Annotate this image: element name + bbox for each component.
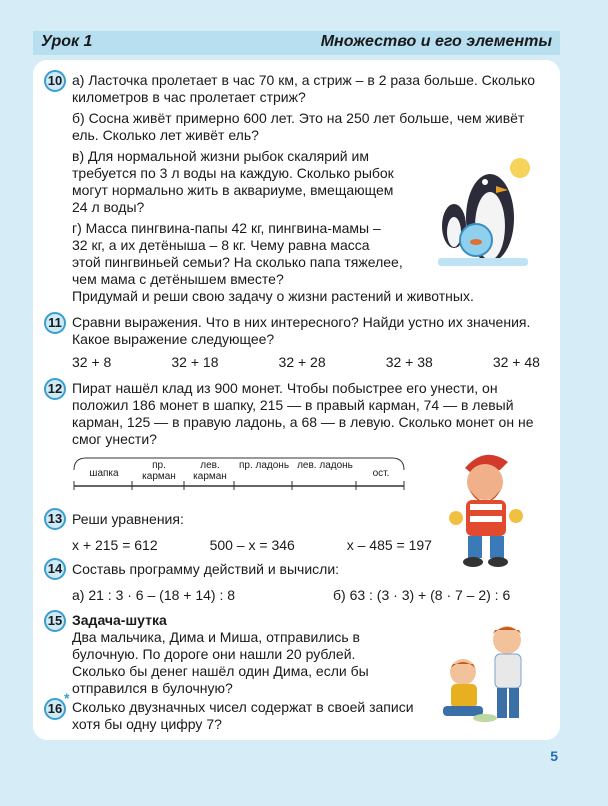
segment-label: шапка	[89, 468, 119, 479]
text-line: Сравни выражения. Что в них интересного? Найди устно их значения.	[72, 314, 531, 330]
task-10g	[72, 220, 403, 288]
difficulty-star: *	[64, 690, 70, 706]
sun-icon	[510, 158, 530, 178]
segment-label: пр. карман	[142, 460, 176, 482]
task-14b: б) 63 : (3 · 3) + (8 · 7 – 2) : 6	[333, 587, 511, 603]
expression: 32 + 48	[492, 354, 540, 370]
task-number-16: 16	[44, 698, 66, 720]
task-11-text	[72, 314, 530, 348]
text-line: смог унести?	[72, 431, 157, 447]
text-line: чем мама с детёнышем вместе?	[72, 271, 284, 287]
task-10a	[72, 72, 535, 106]
task-number-14: 14	[44, 558, 66, 580]
lesson-header	[33, 31, 560, 55]
text-line: этой пингвиньей семьи? На сколько папа тяжелее,	[72, 254, 403, 270]
task-number-12: 12	[44, 378, 66, 400]
text-line: б) Сосна живёт примерно 600 лет. Это на 250 лет больше, чем живёт	[72, 110, 525, 126]
lesson-number: Урок 1	[41, 33, 93, 50]
text-line: а) Ласточка пролетает в час 70 км, а стриж – в 2 раза больше. Сколько	[72, 72, 536, 88]
task-15-text	[72, 629, 369, 697]
task-16-text	[72, 699, 414, 733]
segment-label: лев. ладонь	[297, 460, 353, 471]
task-13-title: Реши уравнения:	[72, 511, 184, 527]
segment-diagram	[72, 456, 406, 490]
segment-label: лев. карман	[193, 460, 227, 482]
boys-illustration	[425, 618, 540, 728]
equation: 500 – x = 346	[209, 537, 295, 553]
lesson-topic: Множество и его элементы	[320, 33, 552, 50]
text-line: Два мальчика, Дима и Миша, отправились в	[72, 629, 360, 645]
text-line: булочную. По дороге они нашли 20 рублей.	[72, 646, 356, 662]
penguins-illustration	[428, 150, 538, 270]
text-line: в) Для нормальной жизни рыбок скалярий им	[72, 148, 369, 164]
expression: 32 + 8	[72, 354, 112, 370]
equation: x + 215 = 612	[72, 537, 158, 553]
segment-label: ост.	[372, 468, 390, 479]
page-number: 5	[550, 748, 558, 764]
pirate-illustration	[440, 440, 530, 570]
task-number-10: 10	[44, 70, 66, 92]
task-13-equations	[72, 537, 432, 554]
expression: 32 + 38	[385, 354, 433, 370]
expression: 32 + 28	[278, 354, 326, 370]
text-line: километров в час пролетает стриж?	[72, 89, 306, 105]
text-line: требуется по 3 л воды на каждую. Сколько рыбок	[72, 165, 394, 181]
task-15-title: Задача-шутка	[72, 612, 167, 628]
expression: 32 + 18	[171, 354, 219, 370]
text-line: отправился в булочную?	[72, 680, 233, 696]
task-11-expressions	[72, 354, 540, 370]
task-14a: а) 21 : 3 · 6 – (18 + 14) : 8	[72, 587, 236, 603]
text-line: Какое выражение следующее?	[72, 331, 275, 347]
task-12-text	[72, 380, 533, 448]
task-number-11: 11	[44, 312, 66, 334]
task-14-title: Составь программу действий и вычисли:	[72, 561, 340, 577]
text-line: положил 186 монет в шапку, 215 — в правый карман, 74 — в левый	[72, 397, 514, 413]
text-line: Пират нашёл клад из 900 монет. Чтобы побыстрее его унести, он	[72, 380, 498, 396]
text-line: хотя бы одну цифру 7?	[72, 716, 222, 732]
text-line: 24 л воды?	[72, 199, 145, 215]
text-line: карман, 125 — в правую ладонь, а 68 — в левую. Сколько монет он не	[72, 414, 534, 430]
task-10-own-task: Придумай и реши свою задачу о жизни растений и животных.	[72, 288, 474, 304]
text-line: ель. Сколько лет живёт ель?	[72, 127, 259, 143]
task-10b	[72, 110, 524, 144]
text-line: могут нормально жить в аквариуме, вмещающем	[72, 182, 394, 198]
text-line: Сколько бы денег нашёл один Дима, если бы	[72, 663, 369, 679]
text-line: 32 кг, а их детёныша – 8 кг. Чему равна масса	[72, 237, 370, 253]
text-line: Сколько двузначных чисел содержат в своей записи	[72, 699, 414, 715]
task-number-15: 15	[44, 610, 66, 632]
task-number-13: 13	[44, 508, 66, 530]
task-10v	[72, 148, 394, 216]
text-line: г) Масса пингвина-папы 42 кг, пингвина-мамы –	[72, 220, 381, 236]
equation: x – 485 = 197	[346, 537, 432, 553]
segment-label: пр. ладонь	[238, 460, 290, 471]
